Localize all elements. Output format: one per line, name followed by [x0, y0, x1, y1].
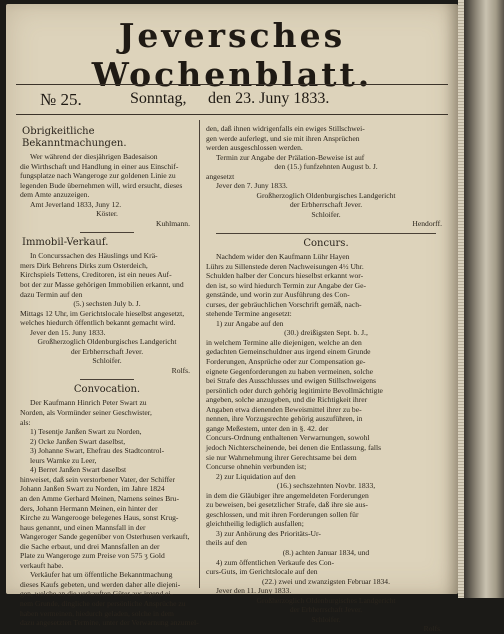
text-line: in dem die Gläubiger ihre angemeldeten Forderungen [206, 490, 369, 500]
text-line: bot der zur Masse gehörigen Immobilien erkannt, und [20, 280, 184, 290]
text-line: gange Meßestem, unter den in §. 42. der [206, 423, 329, 433]
text-line: legenden Bude übernehmen will, wird ersucht, dieses [20, 180, 183, 190]
signature: Hendorff. [412, 219, 442, 229]
section-heading: Convocation. [73, 384, 141, 396]
issue-number: № 25. [40, 90, 82, 109]
text-line: Lührs zu Sillenstede deren Nachweisungen 4½ Uhr. [206, 261, 364, 271]
text-line: den, daß ihnen widrigenfalls ein ewiges Stillschwei- [206, 124, 365, 133]
masthead-title: Jeversches Wochenblatt. [91, 16, 373, 94]
section-heading: Concurs. [303, 238, 349, 250]
column-separator [199, 120, 200, 588]
signature: Kuhlmann. [156, 218, 190, 228]
text-line: ders, Johann Hermann Meinen, ein hinter der [20, 503, 158, 513]
masthead-rule [16, 84, 448, 85]
text-line: Der Kaufmann Hinrich Peter Swart zu [30, 398, 147, 408]
term-date: den (15.) funfzehnten August b. J. [274, 162, 378, 172]
term-date: (16.) sechszehnten Novbr. 1833, [276, 481, 376, 491]
term-label: 2) zur Liquidation auf den [216, 471, 296, 481]
text-line: verkauft habe. [20, 560, 64, 570]
text-line: Norden, als Vormünder seiner Geschwister, [20, 408, 152, 418]
text-line: Johann Janßen Swart zu Norden, im Jahre 1824 [20, 484, 165, 494]
signature: Rolfs. [423, 624, 442, 634]
text-line: geschlossen, und mit ihren Forderungen sollen für [206, 509, 359, 519]
court-line: Großherzoglich Oldenburgisches Landgericht [256, 595, 396, 605]
text-line: eignete Gegenforderungen zu haben vermeinen, solche [206, 366, 373, 376]
court-line: Großherzoglich Oldenburgisches Landgericht [37, 337, 177, 347]
list-item: 4) Berret Janßen Swart daselbst [30, 465, 127, 475]
date-line: Amt Jeverland 1833, Juny 12. [30, 199, 122, 209]
issue-day: Sonntag, [130, 90, 187, 107]
text-line: gen werde auferlegt, und sie mit ihren Ansprüchen [206, 133, 360, 143]
term-date: (30.) dreißigsten Sept. b. J., [284, 328, 368, 338]
text-line: dazu angesetzten Termine, unter der Verwarnung anzumel- [20, 618, 199, 628]
court-line: der Erbherrschaft Jever. [70, 346, 144, 356]
text-line: zu beweisen, bei gesetzlicher Strafe, daß ihre sie aus- [206, 500, 368, 510]
text-line: haben vermeinen, hiedurch geladen, solche in dem [20, 608, 174, 618]
right-column [206, 124, 446, 634]
text-line: Wer während der diesjährigen Badesaison [30, 152, 158, 161]
text-line: Kirche zu Wangerooge belegenes Haus, sonst Krug- [20, 513, 179, 523]
text-line: stehende Termine angesetzt: [206, 309, 292, 319]
book-spine [464, 0, 504, 598]
text-line: Angaben etwa dienenden Beweismittel ihrer zu be- [206, 404, 362, 414]
list-item: 1) Tesentje Janßen Swart zu Norden, [30, 427, 142, 437]
signature: Rolfs. [171, 365, 190, 375]
court-line: der Erbherrschaft Jever. [289, 605, 363, 615]
date-line: Jever den 7. Juny 1833. [216, 181, 288, 191]
court-line: Großherzoglich Oldenburgisches Landgericht [256, 190, 396, 200]
text-line: Schulden halber der Concurs hieselbst erkannt wor- [206, 271, 364, 281]
text-line: Mittags 12 Uhr, im Gerichtslocale hieselbst angesetzt, [20, 308, 185, 318]
text-line: bei Strafe des Ausschlusses und ewigen Stillschweigens [206, 376, 376, 386]
signature: Schloifer. [311, 209, 341, 219]
section-heading: Immobil-Verkauf. [22, 237, 109, 249]
text-line: nem Grunde, dingliche oder persönliche Ansprüche zu [20, 598, 186, 608]
text-line: gedachten Gemeinschuldner aus irgend einem Grunde [206, 347, 371, 357]
text-line: Concurse ohnehin verbunden ist; [206, 462, 307, 472]
issue-rule [16, 114, 448, 115]
date-line: Jever den 15. Juny 1833. [30, 327, 106, 337]
text-line: hinweiset, daß sein verstorbener Vater, der Schiffer [20, 474, 176, 484]
term-label: theils auf den [206, 538, 247, 548]
text-line: sie nur Wahrnehmung ihrer Gerechtsame bei dem [206, 452, 357, 462]
divider [216, 233, 436, 234]
term-label: 1) zur Angabe auf den [216, 318, 284, 328]
issue-line [18, 90, 448, 112]
text-line: als: [20, 417, 31, 427]
text-line: nennen, ihre Vorzugsrechte gehörig auszuführen, in [206, 414, 363, 424]
text-line: angeben, solche anzugeben, und die Richtigkeit ihrer [206, 395, 368, 405]
divider [80, 232, 134, 233]
text-line: Plate zu Wangeroge zum Preise von 575 ʒ Gold [20, 551, 165, 561]
text-line: In Concurssachen des Häuslings und Krä- [30, 251, 158, 261]
text-line: an den Amme Gerhard Meinen, Namens seines Bru- [20, 493, 180, 503]
text-line: Termin zur Angabe der Prälation-Beweise ist auf [216, 152, 365, 162]
section-heading: Obrigkeitliche Bekanntmachungen. [22, 126, 127, 149]
text-line: Wangeroger Sande gegenüber von Osterhusen verkauft, [20, 532, 190, 542]
list-item: 2) Ocke Janßen Swart daselbst, [30, 436, 126, 446]
text-line: persönlich oder durch gehörig legitimirte Bevollmächtigte [206, 385, 383, 395]
signature: Schloifer. [92, 356, 122, 366]
divider [80, 379, 134, 380]
date-line: Jever den 11. Juny 1833. [216, 586, 292, 596]
signature: Köster. [96, 209, 118, 219]
text-line: haus genannt, und einen Mannsfall in der [20, 522, 146, 532]
text-line: Concurs-Ordnung enthaltenen Verwarnungen, sowohl [206, 433, 370, 443]
text-line: angesetzt [206, 171, 235, 181]
text-line: dieses Kaufs gebeten, und werden daher alle diejeni- [20, 579, 181, 589]
issue-date: den 23. Juny 1833. [208, 90, 330, 107]
text-line: dem Amte anzuzeigen. [20, 190, 90, 200]
text-line: gen, welche an die verkauften Güter aus irgend ei- [20, 589, 174, 599]
text-line: den ist, so wird hiedurch Termin zur Angabe der Ge- [206, 280, 367, 290]
text-line: die Sache erbaut, und drei Mannsfallen an der [20, 541, 160, 551]
text-line: dazu Termin auf den [20, 289, 83, 299]
term-date: (22.) zwei und zwanzigsten Februar 1834. [262, 576, 390, 586]
left-column [20, 124, 199, 628]
page-edges [458, 0, 464, 598]
newspaper-page [6, 4, 458, 634]
text-line: Forderungen, Ansprüche oder zur Compensation ge- [206, 357, 366, 367]
term-date: (5.) sechsten July b. J. [73, 299, 141, 309]
text-line: genstände, und worin zur Ausführung des Con- [206, 290, 350, 300]
list-item: 3) Johanne Swart, Ehefrau des Stadtcontrol- [30, 446, 165, 456]
term-label: 3) zur Anhörung des Prioritäts-Ur- [216, 528, 321, 538]
text-line: Kirchspiels Tettens, Creditoren, ist ein neues Auf- [20, 270, 172, 280]
list-item: leurs Warnke zu Leer, [30, 455, 97, 465]
text-line: curses, der gebräuchlichen Vorschrift gemäß, nach- [206, 299, 362, 309]
text-line: die Wirthschaft und Handlung in einer aus Einschif- [20, 161, 179, 171]
text-line: gleichtheilig lediglich ausfallen; [206, 519, 304, 529]
text-line: werden ausgeschlossen werden. [206, 143, 303, 153]
text-line: Nachdem wider den Kaufmann Lühr Hayen [216, 252, 350, 262]
term-label: 4) zum öffentlichen Verkaufe des Con- [216, 557, 335, 567]
text-line: welches hiedurch öffentlich bekannt gemacht wird. [20, 318, 176, 328]
text-line: Verkäufer hat um öffentliche Bekanntmachung [30, 570, 173, 580]
text-line: in welchem Termine alle diejenigen, welche an den [206, 337, 362, 347]
text-line: fungsplatze nach Wangeroge zur goldenen Linie zu [20, 171, 176, 181]
text-line: jedoch Nichterscheinende, bei denen die Entlassung, falls [206, 442, 382, 452]
term-label: curs-Guts, im Gerichtslocale auf den [206, 567, 318, 577]
text-line: mers Dirk Behrens Dirks zum Osterdeich, [20, 260, 148, 270]
court-line: der Erbherrschaft Jever. [289, 200, 363, 210]
term-date: (8.) achten Januar 1834, und [282, 547, 370, 557]
signature: Schloifer. [311, 614, 341, 624]
